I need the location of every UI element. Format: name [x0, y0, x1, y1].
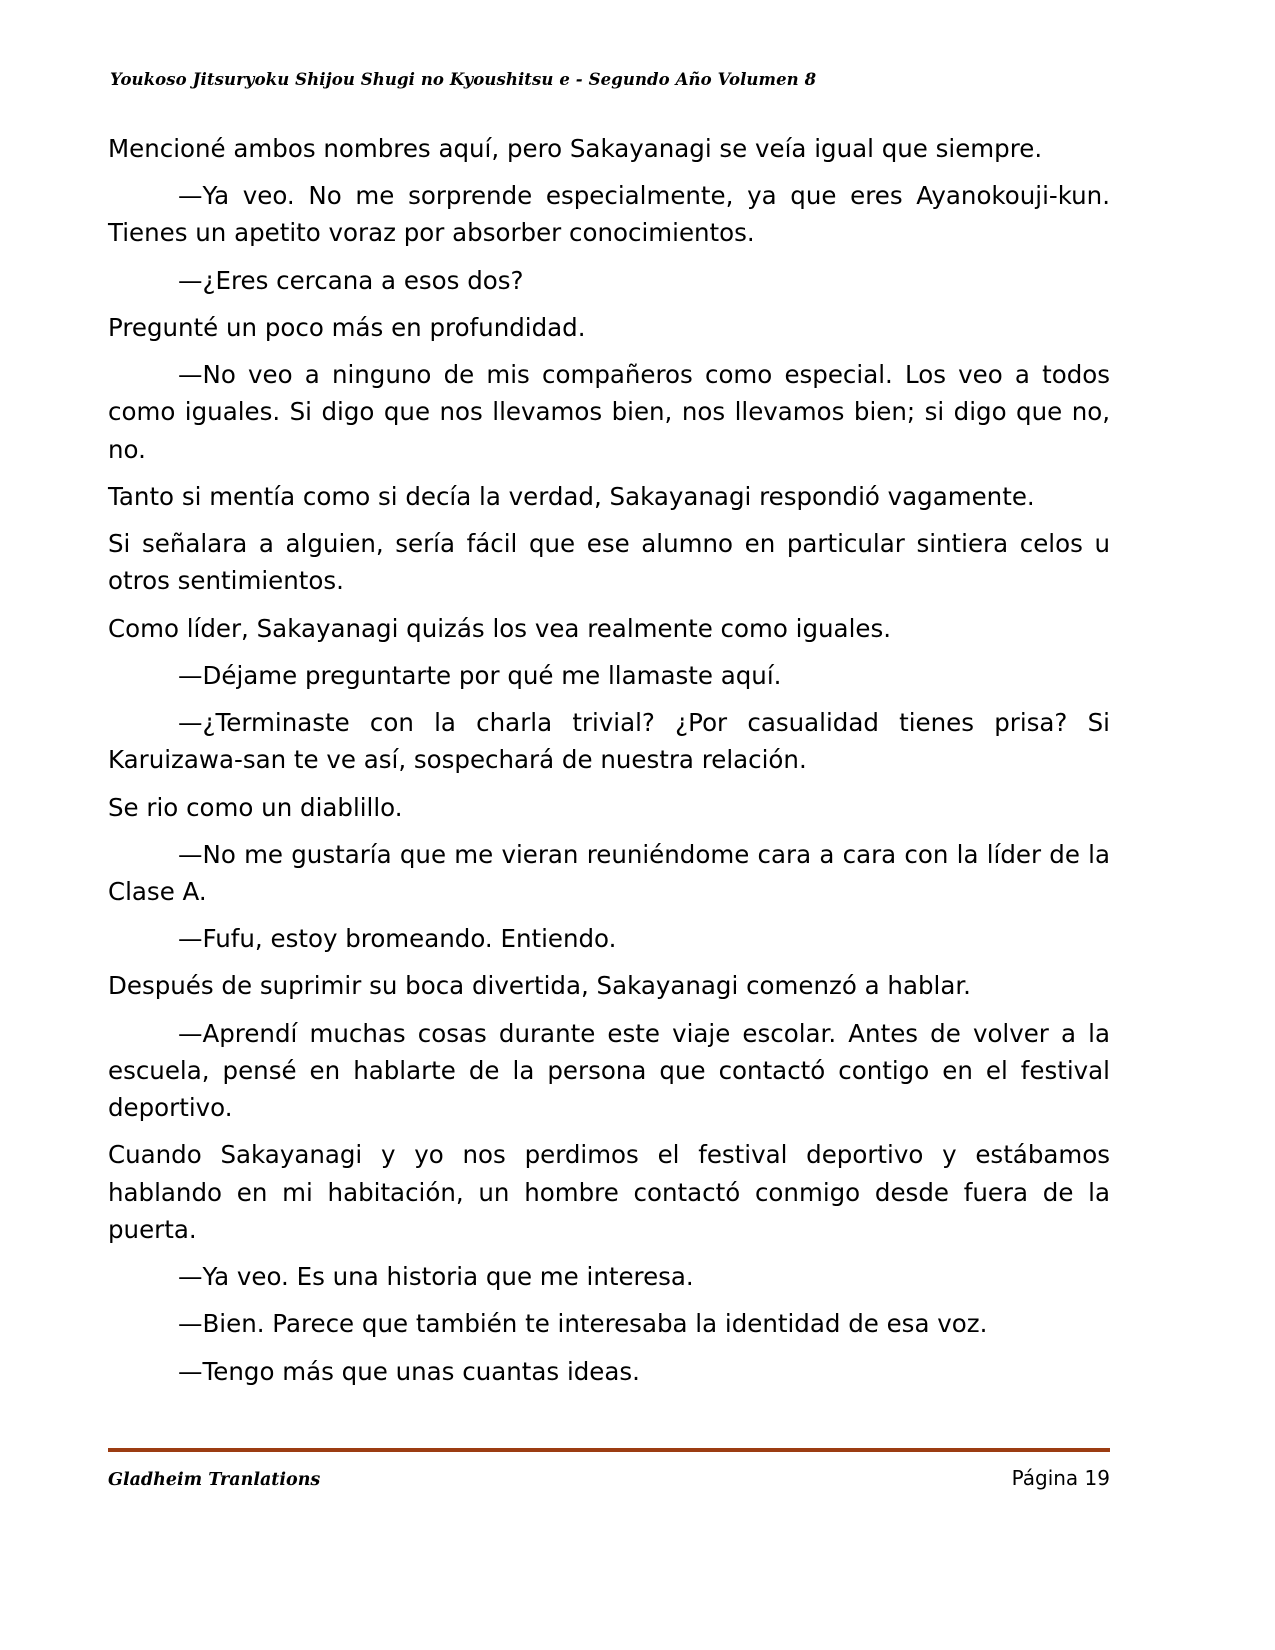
paragraph: —No veo a ninguno de mis compañeros como especial. Los veo a todos como iguales. Si digo que nos llevamos bien, nos llevamos bien; si digo que no, no. [108, 360, 1110, 464]
paragraph: —Aprendí muchas cosas durante este viaje escolar. Antes de volver a la escuela, pensé en hablarte de la persona que contactó contigo en el festival deportivo. [108, 1018, 1110, 1123]
paragraph: Cuando Sakayanagi y yo nos perdimos el festival deportivo y estábamos hablando en mi habitación, un hombre contactó conmigo desde fuera de la puerta. [108, 1140, 1110, 1244]
paragraph: —Ya veo. No me sorprende especialmente, ya que eres Ayanokouji-kun. Tienes un apetito voraz por absorber conocimientos. [108, 181, 1110, 248]
page-number: Página 19 [1011, 1466, 1110, 1490]
paragraph: Después de suprimir su boca divertida, Sakayanagi comenzó a hablar. [108, 971, 971, 1001]
paragraph: —¿Eres cercana a esos dos? [178, 265, 524, 295]
paragraph: Como líder, Sakayanagi quizás los vea realmente como iguales. [108, 613, 891, 643]
paragraph: —Ya veo. Es una historia que me interesa. [178, 1262, 694, 1292]
page-footer [108, 1466, 1110, 1490]
paragraph: —No me gustaría que me vieran reuniéndome cara a cara con la líder de la Clase A. [108, 839, 1110, 906]
paragraph: Tanto si mentía como si decía la verdad, Sakayanagi respondió vagamente. [108, 481, 1035, 511]
paragraph: Pregunté un poco más en profundidad. [108, 312, 586, 342]
paragraph: —Tengo más que unas cuantas ideas. [178, 1356, 640, 1386]
footer-translator-label: Gladheim Tranlations [108, 1470, 321, 1490]
footer-divider [108, 1448, 1110, 1452]
paragraph: Mencioné ambos nombres aquí, pero Sakayanagi se veía igual que siempre. [108, 134, 1043, 163]
paragraph: —¿Terminaste con la charla trivial? ¿Por casualidad tienes prisa? Si Karuizawa-san te ve así, sospechará de nuestra relación. [108, 708, 1110, 775]
paragraph: Si señalara a alguien, sería fácil que ese alumno en particular sintiera celos u otros sentimientos. [108, 529, 1110, 596]
page-body [108, 130, 1110, 1400]
paragraph: Se rio como un diablillo. [108, 792, 403, 822]
page-header: Youkoso Jitsuryoku Shijou Shugi no Kyoushitsu e - Segundo Año Volumen 8 [110, 70, 817, 89]
paragraph: —Déjame preguntarte por qué me llamaste aquí. [178, 660, 782, 690]
paragraph: —Fufu, estoy bromeando. Entiendo. [178, 924, 617, 954]
paragraph: —Bien. Parece que también te interesaba la identidad de esa voz. [178, 1309, 988, 1339]
